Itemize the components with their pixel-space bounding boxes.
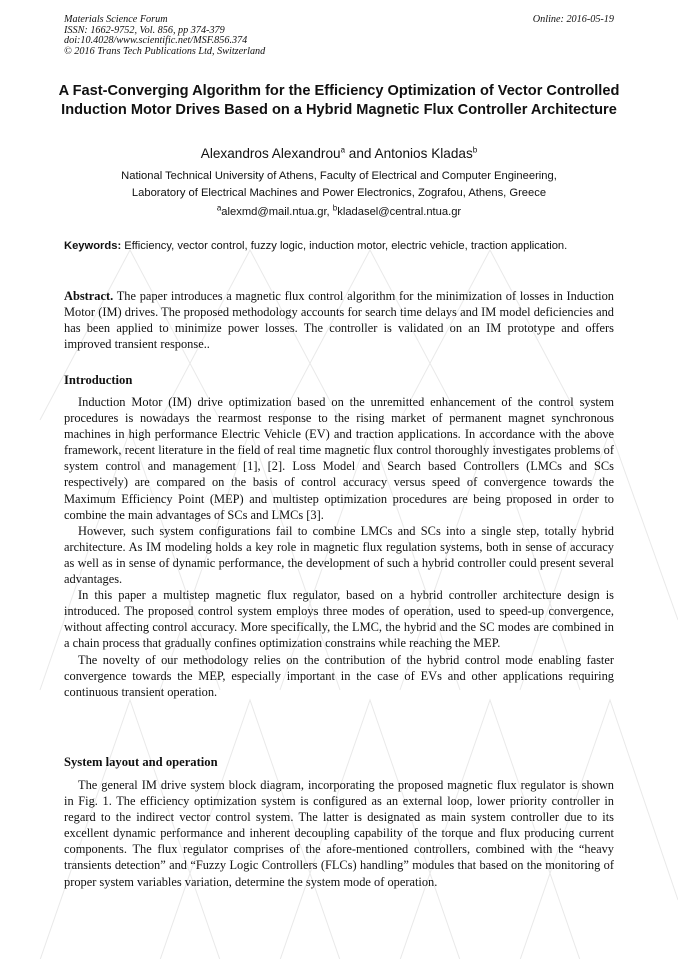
system-layout-heading: System layout and operation <box>64 755 218 769</box>
affiliation-line-2: Laboratory of Electrical Machines and Power Electronics, Zografou, Athens, Greece <box>131 187 547 199</box>
author-emails <box>40 205 638 220</box>
keywords-text: Efficiency, vector control, fuzzy logic, induction motor, electric vehicle, traction application. <box>121 240 568 252</box>
paper-title: A Fast-Converging Algorithm for the Efficiency Optimization of Vector Controlled Induction Motor Drives Based on a Hybrid Magnetic Flux Controller Architecture <box>58 83 620 118</box>
author-conjunction: and <box>345 146 375 161</box>
email-2-sup: b <box>332 203 338 213</box>
author-2: Antonios Kladas <box>374 146 473 161</box>
keywords-label: Keywords: <box>64 240 122 252</box>
email-1: alexmd@mail.ntua.gr, <box>221 206 333 218</box>
email-2: kladasel@central.ntua.gr <box>337 206 462 218</box>
intro-paragraph-4: The novelty of our methodology relies on the contribution of the hybrid control mode enabling faster convergence towards the MEP, especially important in the case of EVs and other applications requiring continuous transient operation. <box>64 652 614 699</box>
affiliation <box>40 168 638 202</box>
email-1-sup: a <box>216 203 222 213</box>
intro-paragraph-3: In this paper a multistep magnetic flux regulator, based on a hybrid controller architecture design is introduced. The proposed control system employs three modes of operation, used to speed-up convergence, without affecting control accuracy. More specifically, the LMC, the hybrid and the SC modes are combined in a chain process that gradually confines optimization constrains while reaching the MEP. <box>64 588 614 651</box>
introduction-heading: Introduction <box>64 373 133 387</box>
author-1-sup: a <box>340 145 346 155</box>
journal-name: Materials Science Forum <box>64 14 168 25</box>
keywords-block <box>64 239 614 255</box>
abstract-text: The paper introduces a magnetic flux control algorithm for the minimization of losses in Induction Motor (IM) drives. The proposed methodology accounts for search time delays and IM model deficiencies and has been applied to minimize power losses. The controller is validated on an IM prototype and offers improved transient response.. <box>64 289 614 352</box>
author-2-sup: b <box>472 145 478 155</box>
copyright-line: © 2016 Trans Tech Publications Ltd, Switzerland <box>64 45 266 57</box>
abstract-block <box>64 288 614 352</box>
abstract-label: Abstract. <box>64 289 114 303</box>
doi-line: doi:10.4028/www.scientific.net/MSF.856.374 <box>64 35 248 47</box>
introduction-body <box>64 394 614 700</box>
online-date-header <box>533 15 614 26</box>
affiliation-line-1: National Technical University of Athens, Faculty of Electrical and Computer Engineering, <box>121 170 557 182</box>
author-line <box>40 145 638 163</box>
system-layout-body <box>64 777 614 890</box>
online-date: Online: 2016-05-19 <box>532 14 614 25</box>
journal-header <box>64 15 265 57</box>
system-paragraph-1: The general IM drive system block diagram, incorporating the proposed magnetic flux regulator is shown in Fig. 1. The efficiency optimization system is configured as an external loop, lower priority controller in regard to the indirect vector control system. The latter is designated as main system controller due to its excellent dynamic performance and inherent decoupling capability of the torque and flux producing current components. The flux regulator comprises of the afore-mentioned controllers, combined with the “heavy transients detection” and “Fuzzy Logic Controllers (FLCs) handling” modules that based on the monitoring of proper system variables variation, determine the system mode of operation. <box>64 778 614 889</box>
intro-paragraph-2: However, such system configurations fail to combine LMCs and SCs into a single step, totally hybrid architecture. As IM modeling holds a key role in magnetic flux regulation systems, both in sense of accuracy as well as in sense of dynamic performance, the development of such a hybrid controller could present several advantages. <box>64 523 614 587</box>
intro-paragraph-1: Induction Motor (IM) drive optimization based on the unremitted enhancement of the control system procedures is nowadays the rearmost response to the rising market of permanent magnet synchronous machines in high performance Electric Vehicle (EV) and traction applications. In accordance with the above framework, recent literature in the field of real time magnetic flux control thoroughly investigates problems of system control and management [1], [2]. Loss Model and Search based Controllers (LMCs and SCs respectively) are compared on the basis of control accuracy versus speed of convergence towards the Maximum Efficiency Point (MEP) and multistep optimization procedures are being proposed in order to combine the main advantages of SCs and LMCs [3]. <box>64 395 614 522</box>
author-1: Alexandros Alexandrou <box>200 146 341 161</box>
issn-line: ISSN: 1662-9752, Vol. 856, pp 374-379 <box>64 24 225 36</box>
